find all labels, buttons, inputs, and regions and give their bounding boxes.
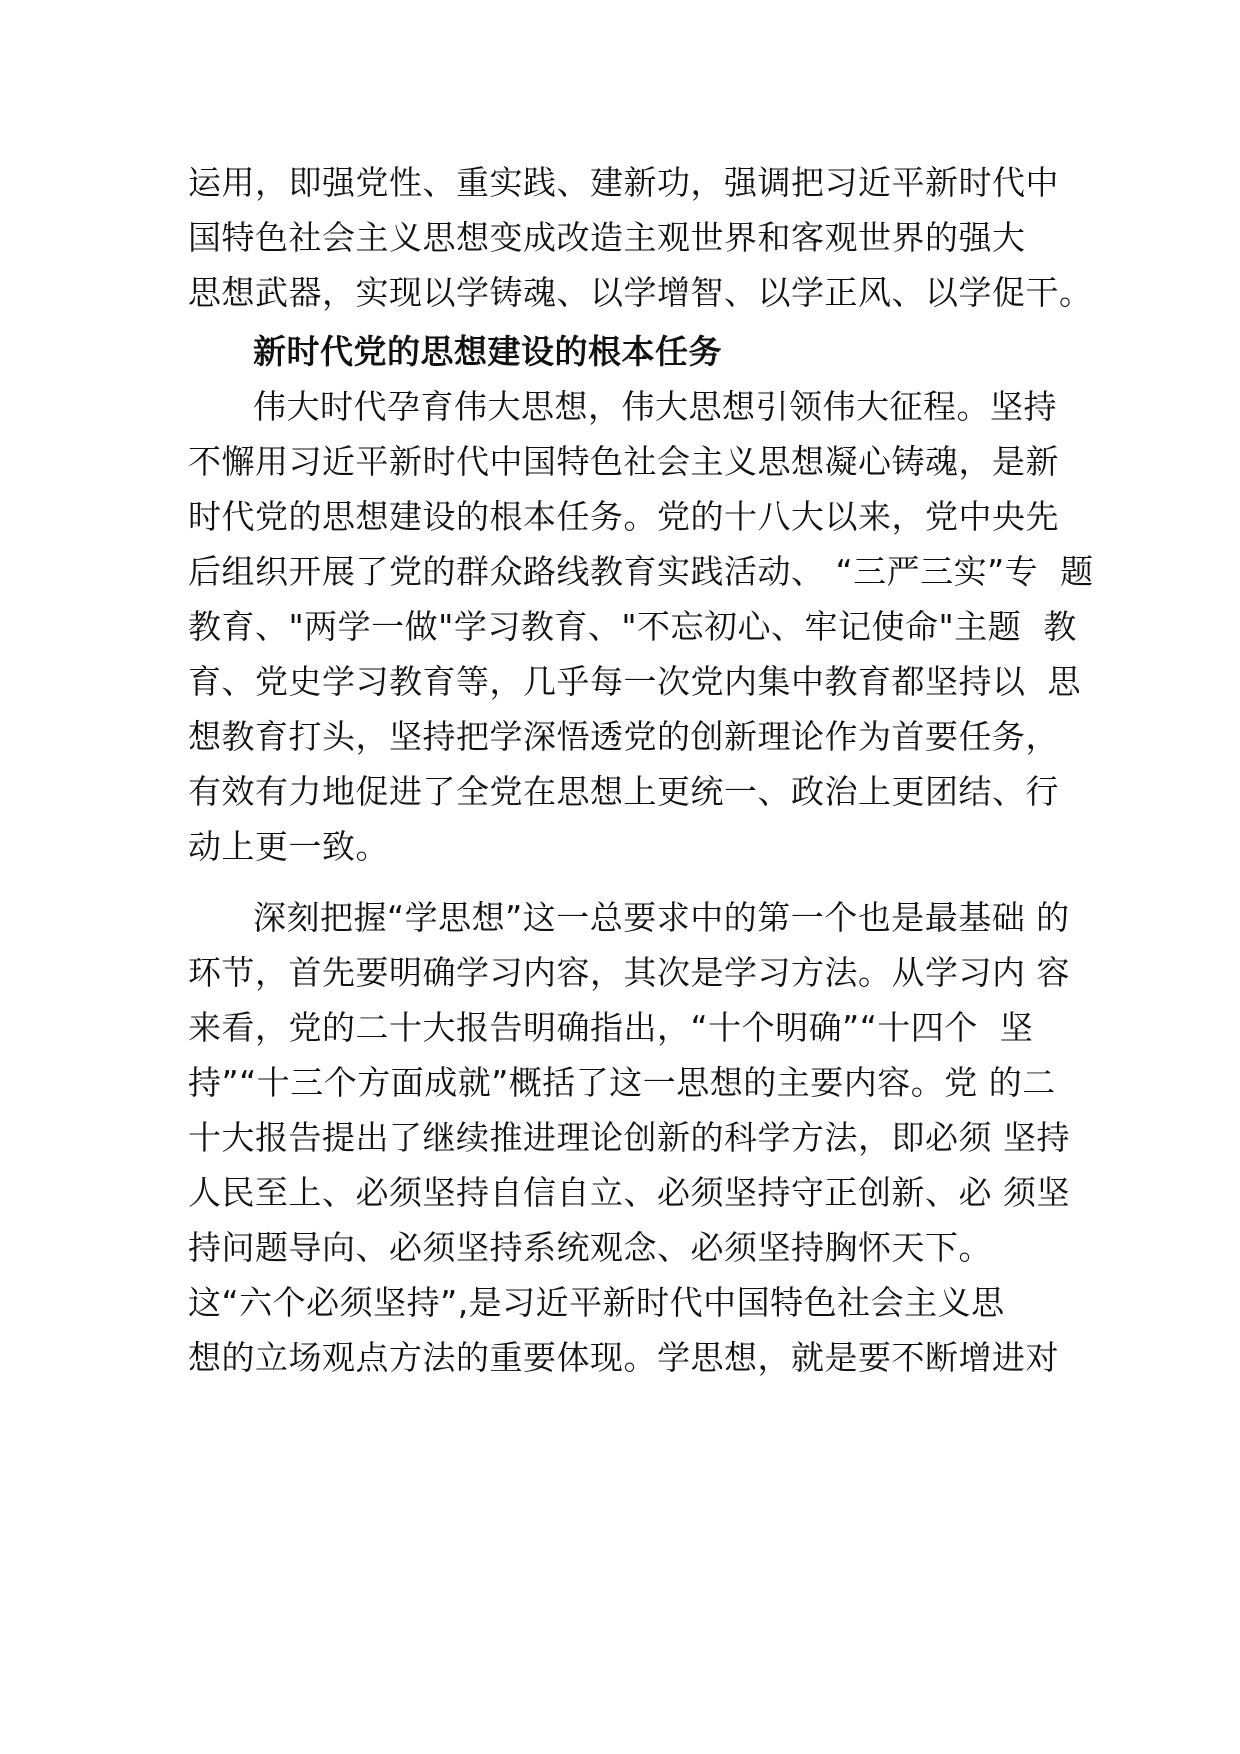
paragraph-line: 国特色社会主义思想变成改造主观世界和客观世界的强大	[188, 218, 1026, 257]
paragraph-line: 动上更一致。	[188, 827, 389, 866]
paragraph-line: 持”“十三个方面成就”概括了这一思想的主要内容。党 的二	[188, 1063, 1056, 1102]
paragraph-line: 来看，党的二十大报告明确指出，“十个明确”“十四个 坚	[188, 1008, 1034, 1047]
paragraph-line: 思想武器，实现以学铸魂、以学增智、以学正风、以学促干。	[188, 273, 1093, 312]
paragraph-line: 时代党的思想建设的根本任务。党的十八大以来，党中央先	[188, 497, 1059, 536]
paragraph-line: 人民至上、必须坚持自信自立、必须坚持守正创新、必 须坚	[188, 1173, 1070, 1212]
paragraph-line: 不懈用习近平新时代中国特色社会主义思想凝心铸魂，是新	[188, 442, 1059, 481]
paragraph-line: 深刻把握“学思想”这一总要求中的第一个也是最基础 的	[253, 898, 1070, 937]
paragraph-line: 育、党史学习教育等，几乎每一次党内集中教育都坚持以 思	[188, 662, 1081, 701]
paragraph-line: 运用，即强党性、重实践、建新功，强调把习近平新时代中	[188, 163, 1059, 202]
paragraph-line: 有效有力地促进了全党在思想上更统一、政治上更团结、行	[188, 772, 1059, 811]
paragraph-line: 想教育打头，坚持把学深悟透党的创新理论作为首要任务，	[188, 717, 1059, 756]
paragraph-line: 十大报告提出了继续推进理论创新的科学方法，即必须 坚持	[188, 1118, 1070, 1157]
paragraph-line: 想的立场观点方法的重要体现。学思想，就是要不断增进对	[188, 1338, 1059, 1377]
paragraph-line: 伟大时代孕育伟大思想，伟大思想引领伟大征程。坚持	[253, 387, 1057, 426]
paragraph-line: 后组织开展了党的群众路线教育实践活动、 “三严三实”专 题	[188, 552, 1094, 591]
paragraph-line: 环节，首先要明确学习内容，其次是学习方法。从学习内 容	[188, 953, 1070, 992]
paragraph-line: 这“六个必须坚持”,是习近平新时代中国特色社会主义思	[188, 1283, 1005, 1322]
paragraph-line: 教育、"两学一做"学习教育、"不忘初心、牢记使命"主题 教	[188, 607, 1077, 646]
paragraph-line: 持问题导向、必须坚持系统观念、必须坚持胸怀天下。	[188, 1228, 992, 1267]
section-heading: 新时代党的思想建设的根本任务	[253, 332, 722, 371]
